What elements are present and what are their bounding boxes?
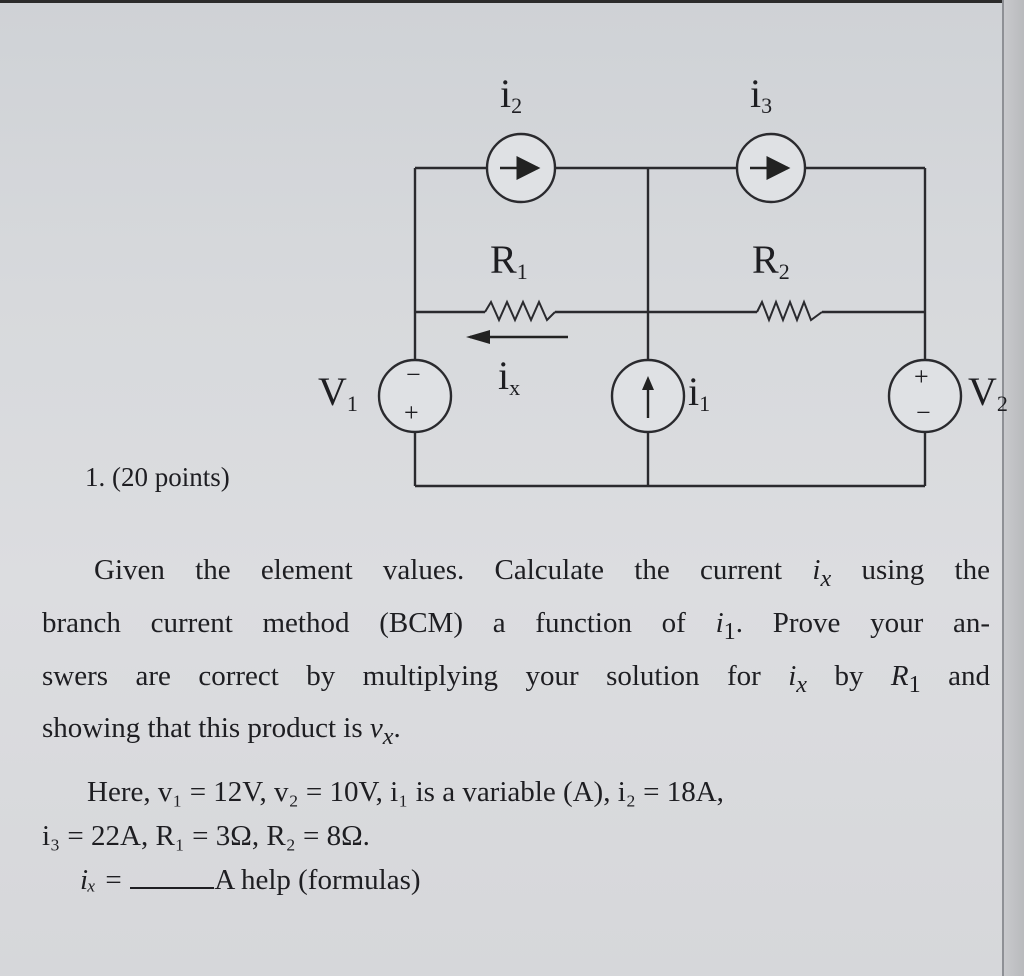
label-i2: $i_2$: [500, 71, 523, 118]
v1-polarity-top: −: [406, 360, 421, 389]
current-source-i1-icon: [612, 360, 684, 432]
label-v2: $V_2$: [968, 369, 1008, 416]
label-ix: $i_x$: [498, 353, 521, 400]
question-line-1: Given the element values. Calculate the current $i_x$ using the: [94, 554, 990, 592]
answer-blank[interactable]: [130, 865, 214, 889]
label-r1: $R_1$: [490, 237, 528, 284]
v2-polarity-bottom: −: [916, 398, 931, 427]
given-line-1: Here, v₁ = 12V, v₂ = 10V, i₁ is a variable (A), i₂ = 18A,: [87, 776, 724, 808]
given-line-2: i₃ = 22A, R₁ = 3Ω, R₂ = 8Ω.: [42, 820, 370, 852]
current-source-i3-icon: [737, 134, 805, 202]
v2-polarity-top: +: [914, 362, 929, 391]
question-line-4: showing that this product is $v_x$.: [42, 712, 401, 751]
answer-line: [42, 858, 990, 902]
question-line-2: branch current method (BCM) a function of $i_1$. Prove your an-: [42, 606, 991, 645]
label-i3: $i_3$: [750, 71, 773, 118]
question-text: [42, 548, 990, 759]
answer-variable: iₓ =: [80, 864, 124, 896]
current-source-i2-icon: [487, 134, 555, 202]
label-r2: $R_2$: [752, 237, 790, 284]
question-line-3: swers are correct by multiplying your solution for $i_x$ by $R_1$ and: [42, 659, 991, 698]
answer-suffix: A help (formulas): [214, 864, 421, 896]
problem-number: 1. (20 points): [85, 462, 230, 492]
label-v1: $V_1$: [318, 369, 358, 416]
resistor-r2-icon: [757, 302, 822, 320]
v1-polarity-bottom: +: [404, 398, 419, 427]
ix-direction-arrow-icon: [466, 330, 568, 344]
label-i1: $i_1$: [688, 369, 711, 416]
resistor-r1-icon: [485, 302, 555, 320]
given-values: [42, 770, 990, 902]
